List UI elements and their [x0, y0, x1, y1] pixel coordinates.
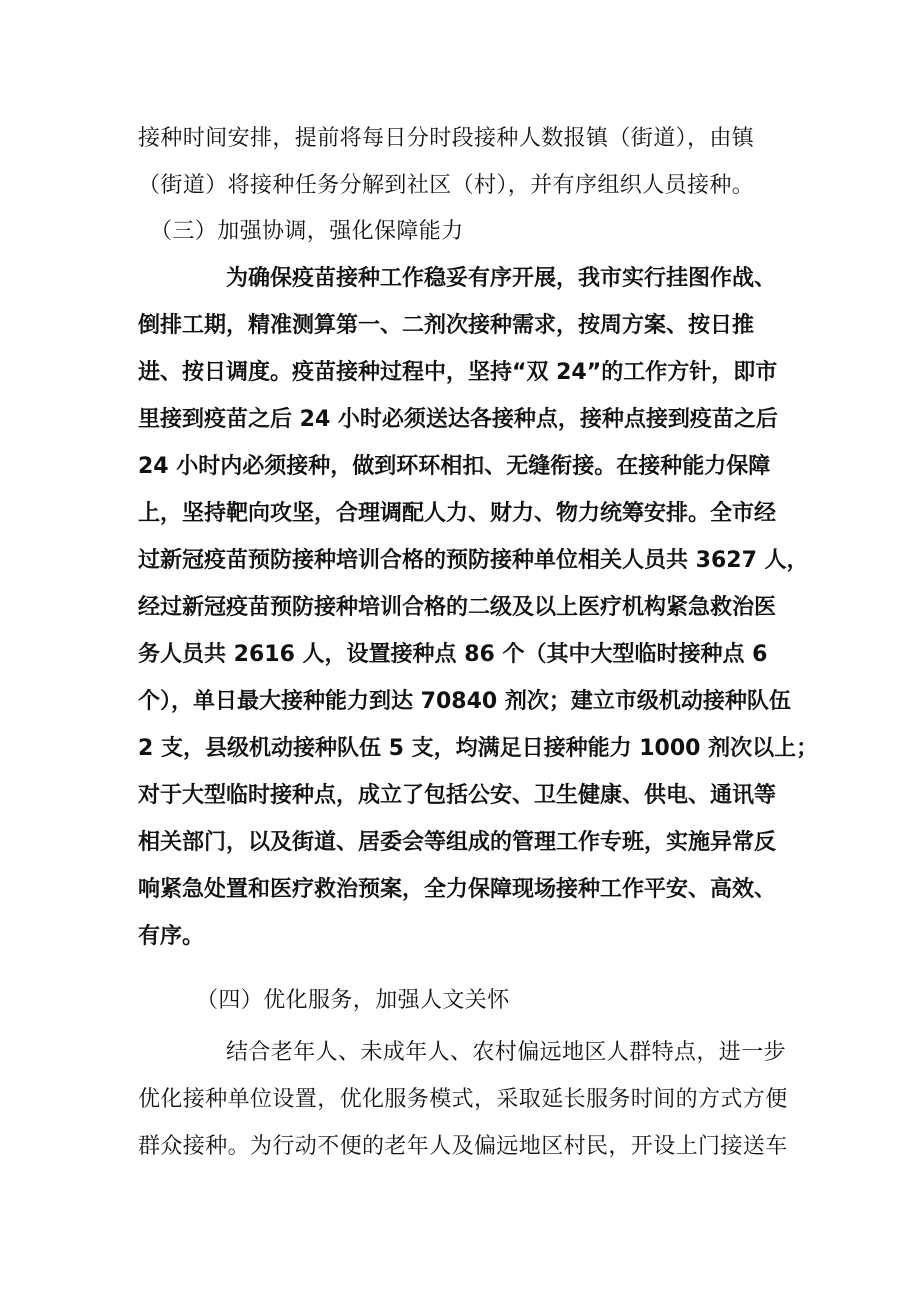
paragraph-line: 优化接种单位设置，优化服务模式，采取延长服务时间的方式方便 [138, 1087, 788, 1112]
paragraph-line: 上，坚持靶向攻坚，合理调配人力、财力、物力统筹安排。全市经 [138, 501, 777, 526]
paragraph-line: 个），单日最大接种能力到达 70840 剂次；建立市级机动接种队伍 [138, 689, 791, 714]
paragraph-line: 进、按日调度。疫苗接种过程中，坚持“双 24”的工作方针，即市 [138, 360, 778, 385]
paragraph-line: 倒排工期，精准测算第一、二剂次接种需求，按周方案、按日推 [138, 313, 755, 338]
paragraph-line: 接种时间安排，提前将每日分时段接种人数报镇（街道），由镇 [138, 126, 755, 151]
paragraph-line: 2 支，县级机动接种队伍 5 支，均满足日接种能力 1000 剂次以上； [138, 736, 819, 761]
paragraph-line: 24 小时内必须接种，做到环环相扣、无缝衔接。在接种能力保障 [138, 454, 771, 479]
section-heading-3: （三）加强协调，强化保障能力 [150, 219, 464, 244]
paragraph-line: 结合老年人、未成年人、农村偏远地区人群特点，进一步 [226, 1040, 787, 1065]
paragraph-line: 务人员共 2616 人，设置接种点 86 个（其中大型临时接种点 6 [138, 642, 768, 667]
paragraph-line: 群众接种。为行动不便的老年人及偏远地区村民，开设上门接送车 [138, 1134, 788, 1159]
paragraph-line: 对于大型临时接种点，成立了包括公安、卫生健康、供电、通讯等 [138, 783, 777, 808]
paragraph-line: 里接到疫苗之后 24 小时必须送达各接种点，接种点接到疫苗之后 [138, 407, 778, 432]
paragraph-line: 相关部门，以及街道、居委会等组成的管理工作专班，实施异常反 [138, 830, 777, 855]
paragraph-line: 经过新冠疫苗预防接种培训合格的二级及以上医疗机构紧急救治医 [138, 595, 777, 620]
paragraph-line: 有序。 [138, 924, 205, 949]
paragraph-line: 为确保疫苗接种工作稳妥有序开展，我市实行挂图作战、 [226, 266, 777, 291]
paragraph-line: （街道）将接种任务分解到社区（村），并有序组织人员接种。 [138, 173, 755, 198]
paragraph-line: 过新冠疫苗预防接种培训合格的预防接种单位相关人员共 3627 人， [138, 548, 809, 573]
section-heading-4: （四）优化服务，加强人文关怀 [196, 988, 510, 1013]
paragraph-line: 响紧急处置和医疗救治预案，全力保障现场接种工作平安、高效、 [138, 877, 777, 902]
